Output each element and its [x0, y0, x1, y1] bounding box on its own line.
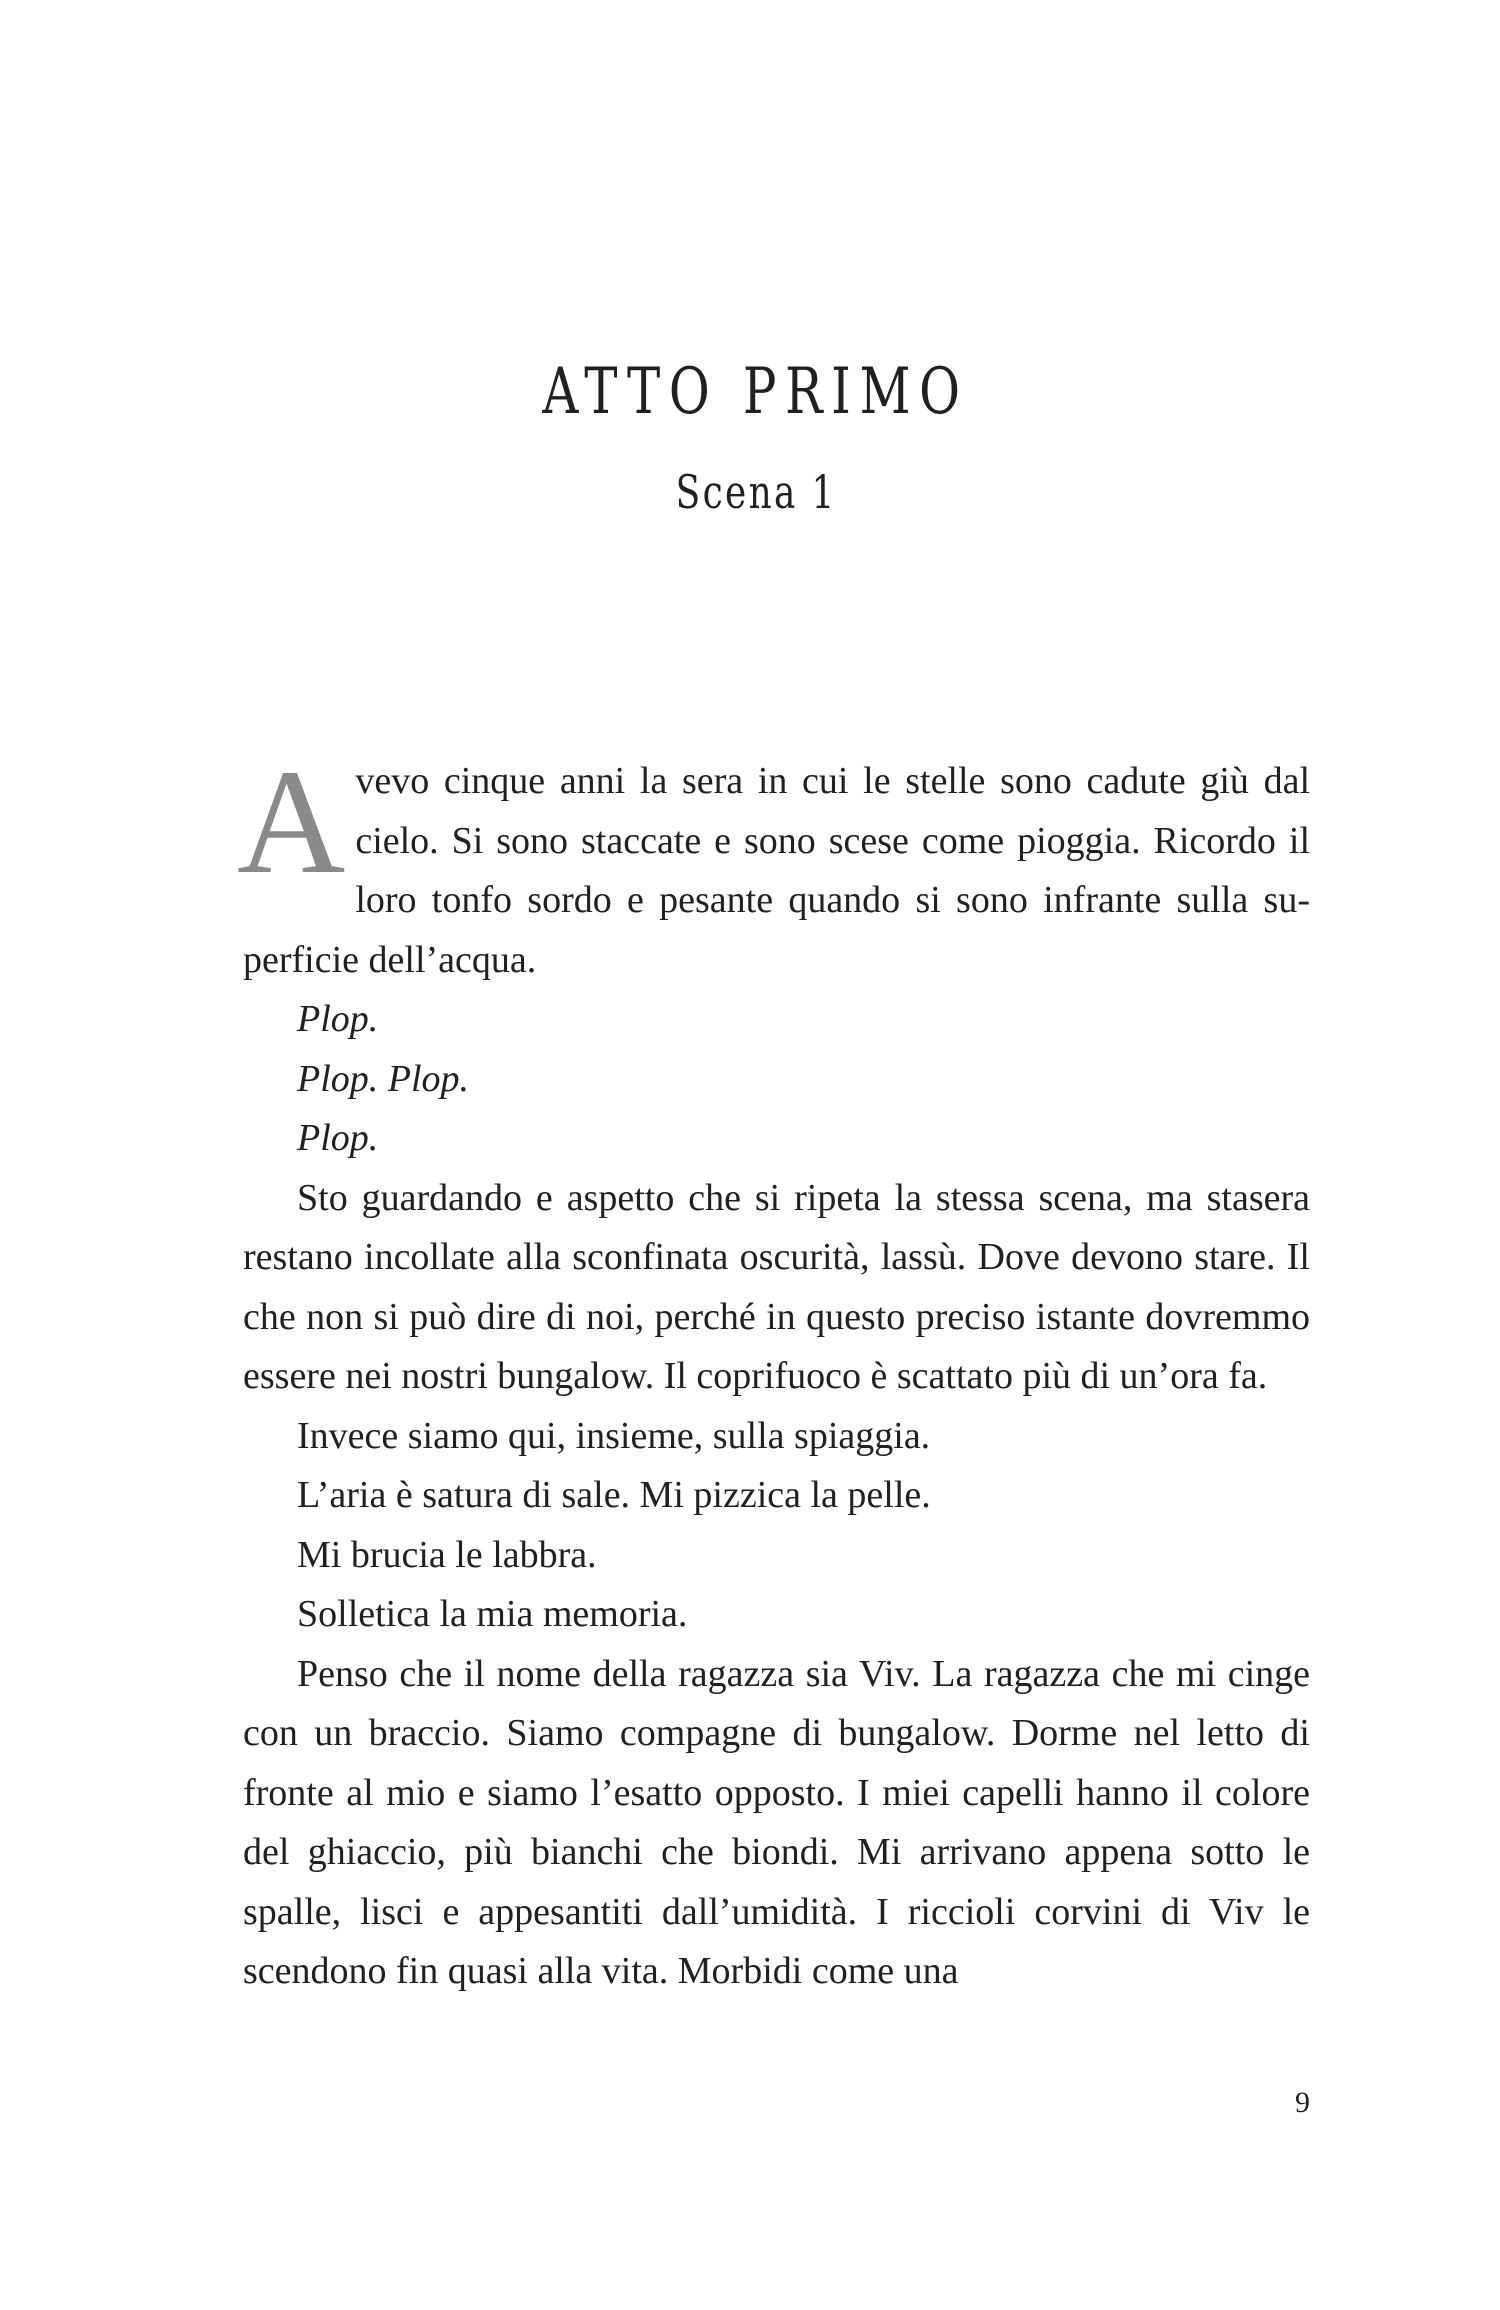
paragraph: Penso che il nome della ragazza sia Viv. La ragazza che mi cinge con un braccio. Siamo compagne di bungalow. Dorme nel letto di fronte al mio e siamo l’esatto opposto. I miei capelli hanno il colore del ghiaccio, più bianchi che biondi. Mi arrivano appena sotto le spalle, lisci e appesantiti dall’umidità. I riccioli corvini di Viv le scendono fin quasi alla vita. Morbidi come una: [243, 1652, 1310, 1992]
paragraph-opening: [237, 739, 1310, 990]
paragraph-text: vevo cinque anni la sera in cui le stelle sono cadute giù dal cielo. Si sono staccate e sono scese come pioggia. Ricordo il loro tonfo sordo e pesante quando si sono infrante sulla superficie dell’acqua.: [243, 760, 1310, 981]
paragraph-plop: Plop.: [297, 1117, 379, 1159]
paragraph: Mi brucia le labbra.: [297, 1533, 597, 1576]
paragraph-plop: Plop.: [297, 998, 379, 1040]
paragraph-plop: Plop. Plop.: [297, 1057, 470, 1100]
paragraph: L’aria è satura di sale. Mi pizzica la pelle.: [297, 1474, 931, 1516]
body-text: [237, 739, 1310, 2002]
scene-title: Scena 1: [675, 465, 837, 519]
page-number: 9: [1295, 2086, 1310, 2119]
paragraph: Solletica la mia memoria.: [297, 1593, 688, 1635]
act-title: ATTO PRIMO: [542, 355, 969, 429]
drop-cap: A: [237, 739, 346, 905]
paragraph: Invece siamo qui, insieme, sulla spiaggia.: [297, 1414, 931, 1457]
paragraph: Sto guardando e aspetto che si ripeta la stessa scena, ma stasera restano incollate alla sconfinata oscurità, lassù. Dove devono stare. Il che non si può dire di noi, perché in questo preciso istante dovremmo essere nei nostri bungalow. Il coprifuoco è scattato più di un’ora fa.: [243, 1176, 1310, 1397]
